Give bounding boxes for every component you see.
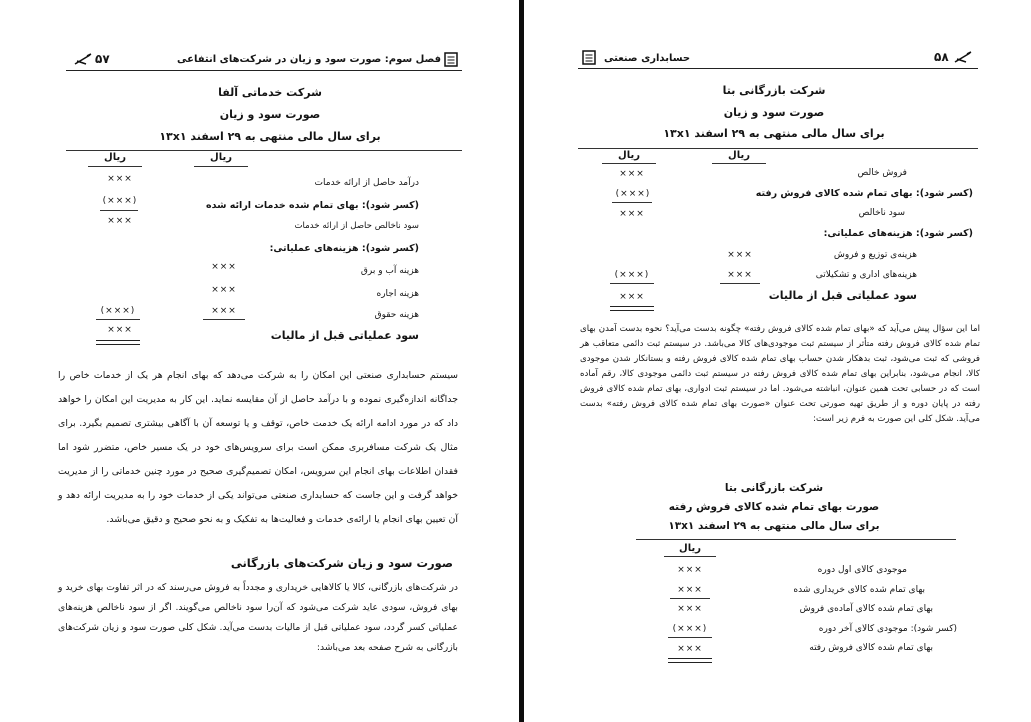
row-value: ××× <box>677 604 703 614</box>
row-inner-value: ××× <box>727 270 753 280</box>
row-label: فروش خالص <box>857 168 907 178</box>
row-inner-value: ××× <box>727 250 753 260</box>
header-title: حسابداری صنعتی <box>604 53 691 64</box>
row-value: ××× <box>677 565 703 575</box>
body-paragraph: اما این سؤال پیش می‌آید که «بهای تمام شده کالای فروش رفته» چگونه بدست می‌آید؟ نحوه بدست آمدن بهای تمام شده کالای فروش رفته متأثر از سیستم ثبت موجودی‌های کالا می‌باشد. در سیستم ثبت دائمی متعاقب هر فروشی که ثبت می‌شود، ثبت بدهکار شدن حساب بهای تمام شده کالای فروش رفته و بستانکار شدن موجودی کالا، انجام می‌شود، بنابراین بهای تمام شده کالای فروش رفته در سیستم ثبت دائمی موجودی کالا، رقم آماده است که در حسابی تحت همین عنوان، انباشته می‌شود. اما در سیستم ثبت ادواری، بهای تمام شده کالای فروش رفته در پایان دوره و از طریق تهیه صورتی تحت عنوان «صورت بهای تمام شده کالای فروش رفته» بدست می‌آید. شکل کلی این صورت به فرم زیر است: <box>580 324 980 424</box>
pen-icon <box>954 51 972 64</box>
row-label: (کسر شود): هزینه‌های عملیاتی: <box>269 243 419 254</box>
row-outer-value: (×××) <box>614 270 650 280</box>
pen-icon <box>74 53 92 66</box>
row-label: سود عملیاتی قبل از مالیات <box>768 289 917 302</box>
row-label: (کسر شود): بهای تمام شده کالای فروش رفته <box>755 188 973 199</box>
statement-period: برای سال مالی منتهی به ۲۹ اسفند ۱۳x۱ <box>159 130 381 143</box>
body-paragraph: در شرکت‌های بازرگانی، کالا یا کالاهایی خریداری و مجدداً به فروش می‌رسند که در اثر تفاوت بهای خرید و بهای فروش، سودی عاید شرکت می‌شود که آن‌را سود ناخالص می‌گویند. اگر از سود ناخالص هزینه‌های عملیاتی کسر گردد، سود عملیاتی قبل از مالیات بدست می‌آید. شکل کلی صورت سود و زیان شرکت‌های بازرگانی به شرح صفحه بعد می‌باشد: <box>58 582 458 653</box>
row-outer-value: (×××) <box>102 196 138 206</box>
row-label: سود ناخالص <box>858 208 905 218</box>
row-label: (کسر شود): هزینه‌های عملیاتی: <box>823 228 973 239</box>
col-header-inner: ریال <box>728 150 750 161</box>
company-name: شرکت بازرگانی بتا <box>724 482 824 494</box>
section-heading: صورت سود و زیان شرکت‌های بازرگانی <box>230 556 453 570</box>
row-outer-value: ××× <box>107 216 133 226</box>
row-outer-value: ××× <box>619 209 645 219</box>
row-value: ××× <box>677 644 703 654</box>
row-inner-value: ××× <box>211 306 237 316</box>
period-rule <box>66 150 462 151</box>
period-rule <box>578 148 978 149</box>
statement-title: صورت بهای تمام شده کالای فروش رفته <box>668 501 880 513</box>
statement-title: صورت سود و زیان <box>219 108 321 121</box>
book-icon <box>444 52 458 67</box>
header-title: فصل سوم: صورت سود و زیان در شرکت‌های انتفاعی <box>177 54 441 65</box>
col-header-outer: ریال <box>104 152 126 163</box>
row-label: (کسر شود): موجودی کالای آخر دوره <box>818 624 957 634</box>
company-name: شرکت خدماتی آلفا <box>218 86 322 99</box>
row-label: (کسر شود): بهای تمام شده خدمات ارائه شده <box>205 200 419 211</box>
period-rule <box>636 539 956 540</box>
statement-period: برای سال مالی منتهی به ۲۹ اسفند ۱۳x۱ <box>668 520 880 532</box>
statement-title: صورت سود و زیان <box>723 106 825 119</box>
company-name: شرکت بازرگانی بتا <box>722 84 826 97</box>
row-label: هزینه حقوق <box>374 310 419 320</box>
row-outer-value: (×××) <box>615 189 651 199</box>
row-outer-value: ××× <box>619 169 645 179</box>
row-label: هزینه اجاره <box>376 289 419 299</box>
row-label: سود عملیاتی قبل از مالیات <box>270 329 419 342</box>
row-label: هزینه آب و برق <box>360 266 419 276</box>
row-outer-value: ××× <box>107 325 133 335</box>
col-header-inner: ریال <box>210 152 232 163</box>
header-rule <box>66 70 462 71</box>
col-header: ریال <box>679 543 701 554</box>
row-outer-value: ××× <box>619 292 645 302</box>
page-number: ۵۸ <box>934 50 949 64</box>
row-label: هزینه‌ی توزیع و فروش <box>833 250 917 260</box>
statement-period: برای سال مالی منتهی به ۲۹ اسفند ۱۳x۱ <box>663 127 885 140</box>
row-value: (×××) <box>672 624 708 634</box>
double-underline <box>96 340 140 345</box>
row-inner-value: ××× <box>211 285 237 295</box>
row-outer-value: ××× <box>107 174 133 184</box>
right-page <box>524 0 1031 722</box>
row-label: موجودی کالای اول دوره <box>817 565 907 575</box>
row-label: درآمد حاصل از ارائه خدمات <box>314 178 419 188</box>
double-underline <box>610 306 654 311</box>
row-label: بهای تمام شده کالای آماده‌ی فروش <box>799 604 933 614</box>
row-inner-value: ××× <box>211 262 237 272</box>
row-label: بهای تمام شده کالای فروش رفته <box>809 643 933 653</box>
page-number: ۵۷ <box>95 52 110 66</box>
col-header-outer: ریال <box>618 150 640 161</box>
row-label: سود ناخالص حاصل از ارائه خدمات <box>294 221 419 231</box>
book-icon <box>582 50 596 65</box>
header-rule <box>578 68 978 69</box>
row-value: ××× <box>677 585 703 595</box>
row-label: بهای تمام شده کالای خریداری شده <box>793 585 925 595</box>
row-outer-value: (×××) <box>100 306 136 316</box>
double-underline <box>668 658 712 663</box>
body-paragraph: سیستم حسابداری صنعتی این امکان را به شرکت می‌دهد که بهای انجام هر یک از خدمات خاص را جداگانه اندازه‌گیری نموده و با درآمد حاصل از آن مقایسه نماید. این کار به مدیریت این امکان را خواهد داد که در مورد ادامه ارائه یک خدمت خاص، توقف و یا توسعه آن با آگاهی بیشتری تصمیم بگیرد. برای مثال یک شرکت مسافربری ممکن است برای سرویس‌های خود در یک مسیر خاص، متضرر شود اما فقدان اطلاعات بهای انجام این سرویس، امکان تصمیم‌گیری صحیح در مورد چنین خدماتی را از مدیریت خواهد گرفت و این جاست که حسابداری صنعتی می‌تواند یکی از خدمات خود را به مدیریت ارائه دهد و آن تعیین بهای انجام یا ارائه‌ی خدمات و فعالیت‌ها به تفکیک و به نحو صحیح و دقیق می‌باشد. <box>58 370 458 525</box>
row-label: هزینه‌های اداری و تشکیلاتی <box>815 270 917 280</box>
